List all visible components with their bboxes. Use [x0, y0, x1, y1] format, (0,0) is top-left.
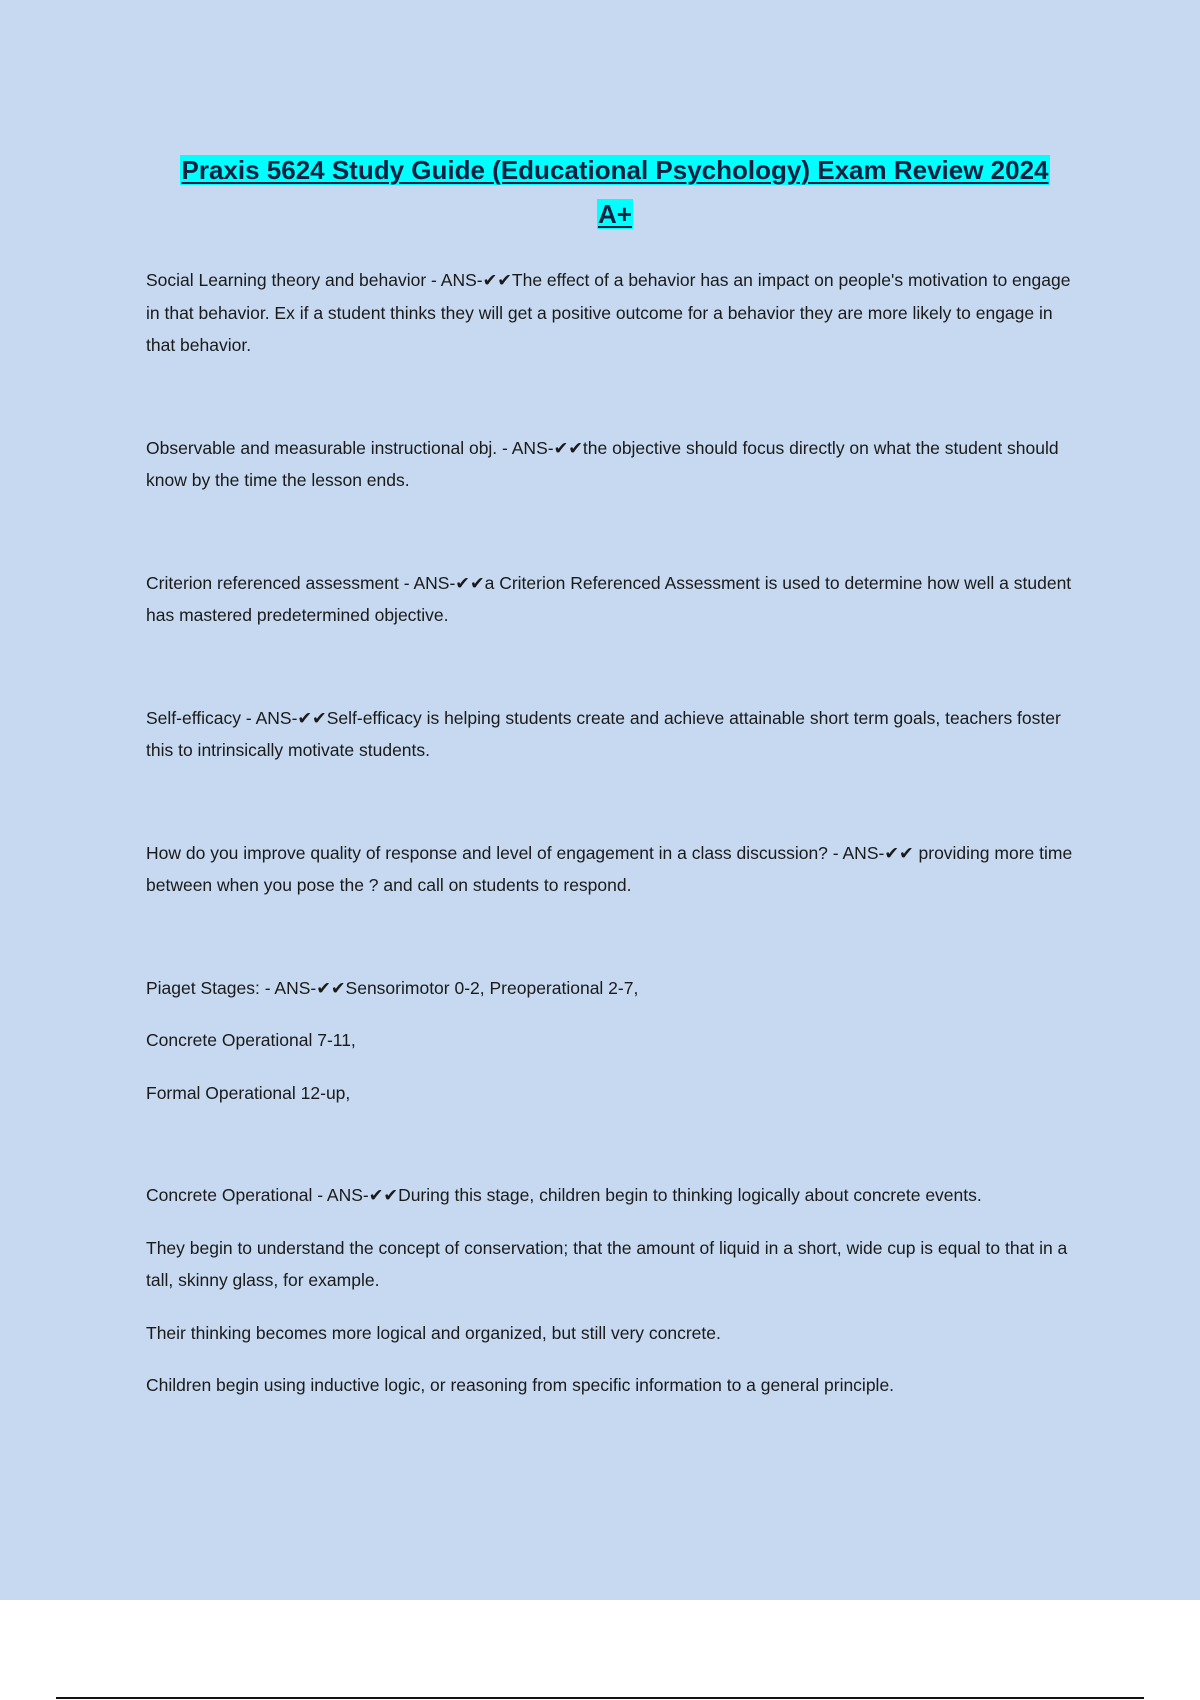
footer-divider: [56, 1697, 1144, 1699]
spacer: [146, 497, 1084, 567]
spacer: [146, 1057, 1084, 1077]
piaget-concrete-line: Concrete Operational 7-11,: [146, 1030, 356, 1050]
spacer: [146, 1212, 1084, 1232]
piaget-formal-line: Formal Operational 12-up,: [146, 1082, 351, 1103]
spacer: [146, 362, 1084, 432]
entry-class-discussion: How do you improve quality of response and level of engagement in a class discussion? - ANS-✔✔ providing more time between when you pose the ? and call on students to respond.: [146, 842, 1073, 895]
spacer: [146, 1349, 1084, 1369]
document-body: [146, 148, 1084, 1402]
entry-criterion-assessment: Criterion referenced assessment - ANS-✔✔a Criterion Referenced Assessment is used to determine how well a student has mastered predetermined objective.: [146, 572, 1072, 625]
spacer: [146, 902, 1084, 972]
entry-piaget-stages: Piaget Stages: - ANS-✔✔Sensorimotor 0-2, Preoperational 2-7,: [146, 977, 639, 998]
spacer: [146, 1297, 1084, 1317]
concrete-conservation-paragraph: They begin to understand the concept of conservation; that the amount of liquid in a short, wide cup is equal to that in a tall, skinny glass, for example.: [146, 1237, 1068, 1290]
document-title: [146, 148, 1084, 236]
entry-self-efficacy: Self-efficacy - ANS-✔✔Self-efficacy is helping students create and achieve attainable short term goals, teachers foster this to intrinsically motivate students.: [146, 707, 1061, 760]
spacer: [146, 1004, 1084, 1024]
title-line-2: A+: [598, 199, 632, 229]
spacer: [146, 767, 1084, 837]
entry-concrete-operational: Concrete Operational - ANS-✔✔During this stage, children begin to thinking logically about concrete events.: [146, 1185, 982, 1205]
concrete-inductive-paragraph: Children begin using inductive logic, or reasoning from specific information to a general principle.: [146, 1375, 895, 1395]
title-line-1: Praxis 5624 Study Guide (Educational Psychology) Exam Review 2024: [181, 155, 1049, 185]
entry-social-learning: Social Learning theory and behavior - ANS-✔✔The effect of a behavior has an impact on people's motivation to engage in that behavior. Ex if a student thinks they will get a positive outcome for a behavior they are more likely to engage in that behavior.: [146, 270, 1071, 355]
spacer: [146, 1109, 1084, 1179]
concrete-logical-paragraph: Their thinking becomes more logical and organized, but still very concrete.: [146, 1322, 721, 1343]
entry-instructional-objective: Observable and measurable instructional obj. - ANS-✔✔the objective should focus directly on what the student should know by the time the lesson ends.: [146, 437, 1059, 490]
spacer: [146, 632, 1084, 702]
